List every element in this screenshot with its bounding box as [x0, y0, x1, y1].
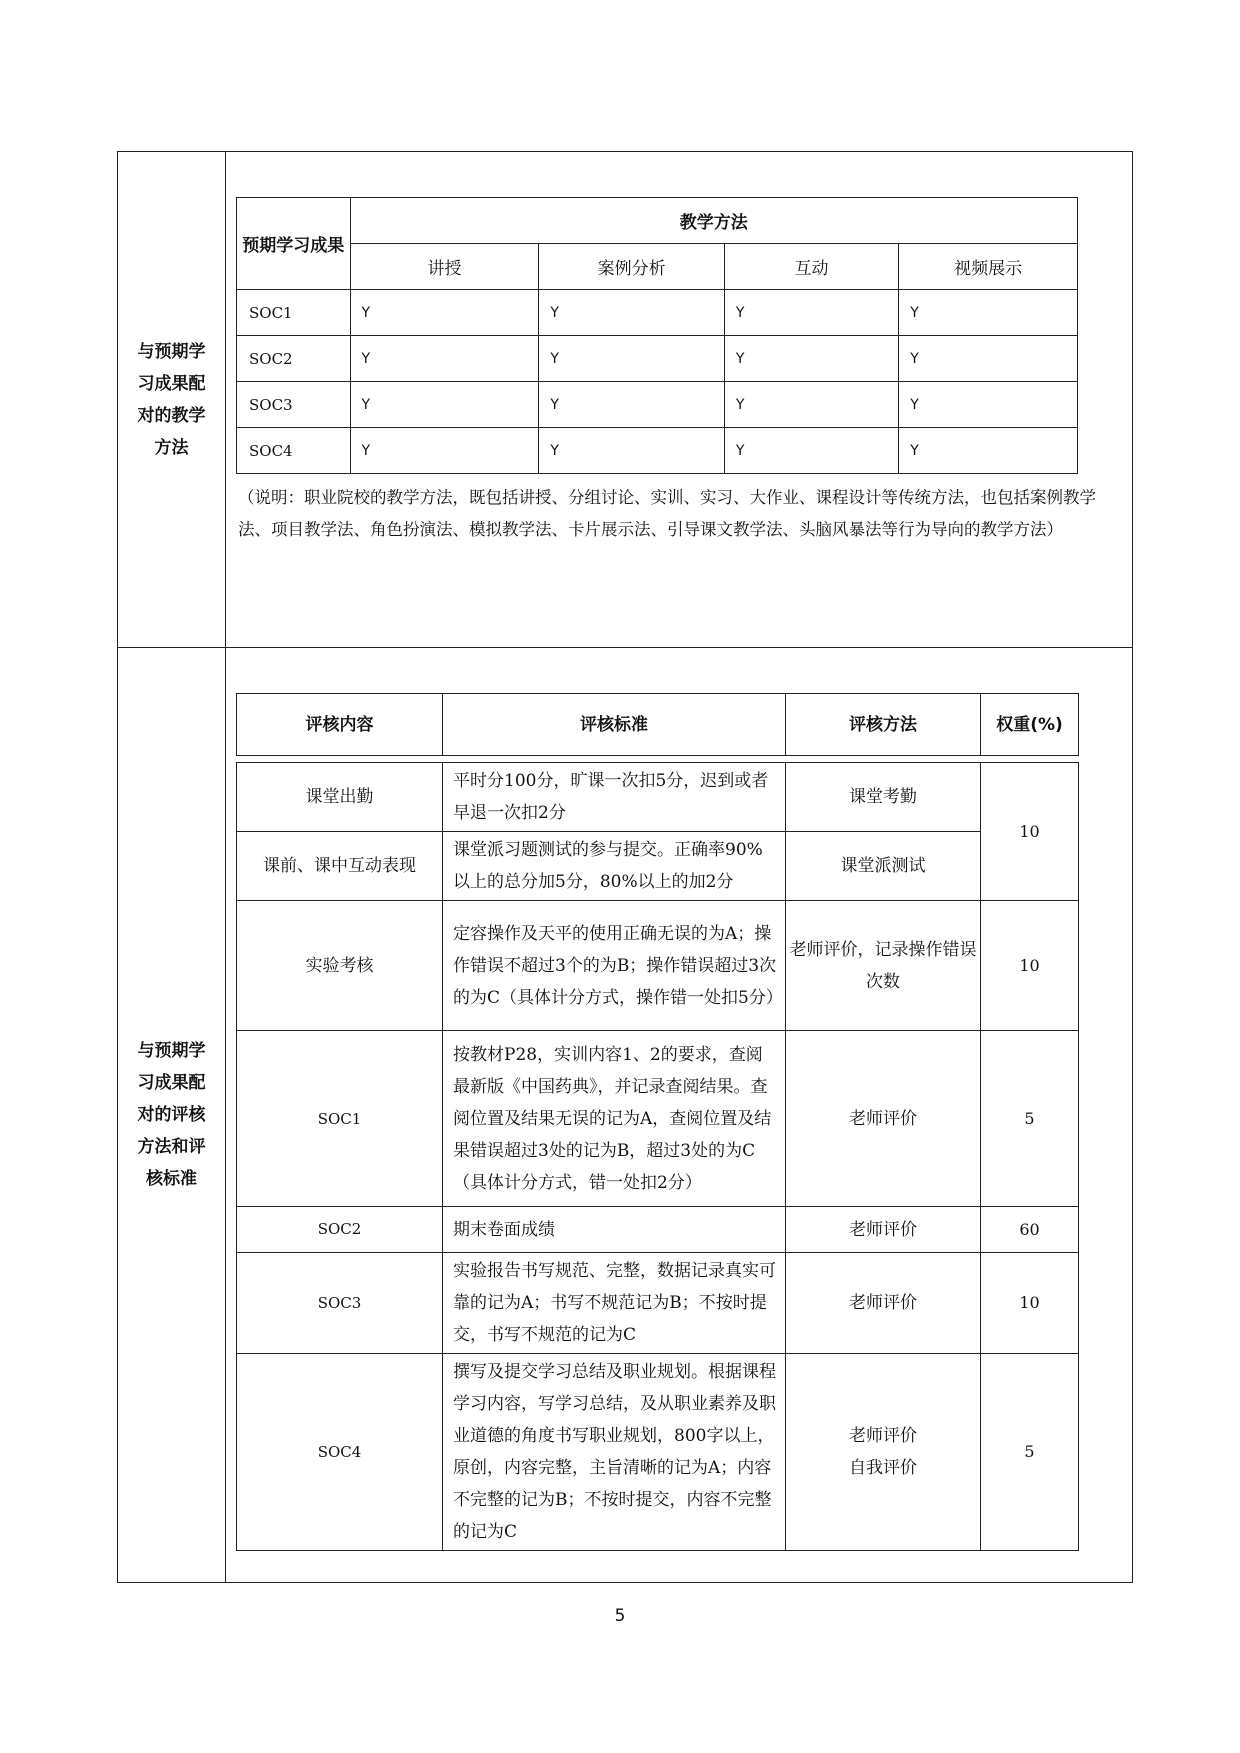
assessment-content-cell: SOC3: [237, 1253, 443, 1354]
outcome-label: SOC2: [237, 336, 351, 382]
course-form-table: [117, 151, 1133, 1583]
method-header: 互动: [724, 244, 898, 290]
outcome-label: SOC3: [237, 382, 351, 428]
assessment-method-cell: 老师评价: [786, 1031, 981, 1207]
method-mark: Y: [724, 290, 898, 336]
method-mark: Y: [539, 290, 725, 336]
assessment-method-cell: 老师评价: [786, 1207, 981, 1253]
assessment-criteria-cell: 撰写及提交学习总结及职业规划。根据课程学习内容，写学习总结，及从职业素养及职业道德的角度书写职业规划，800字以上，原创，内容完整，主旨清晰的记为A；内容不完整的记为B；不按时提交，内容不完整的记为C: [443, 1354, 786, 1551]
table-row: [237, 1253, 1079, 1354]
assessment-row: [118, 648, 1133, 1583]
method-mark: Y: [350, 428, 539, 474]
assessment-method-cell: [786, 1354, 981, 1551]
method-mark: Y: [539, 336, 725, 382]
column-header: 评核方法: [786, 694, 981, 756]
table-row: [237, 1207, 1079, 1253]
weight-cell: 10: [981, 763, 1079, 901]
assessment-content-cell: 课堂出勤: [237, 763, 443, 832]
section-label-cell: [118, 648, 226, 1583]
assessment-method-line: 老师评价: [849, 1426, 917, 1446]
method-header: 视频展示: [899, 244, 1078, 290]
method-mark: Y: [350, 290, 539, 336]
assessment-criteria-cell: 按教材P28，实训内容1、2的要求，查阅最新版《中国药典》，并记录查阅结果。查阅位置及结果无误的记为A，查阅位置及结果错误超过3处的记为B，超过3处的为C（具体计分方式，错一处扣2分）: [443, 1031, 786, 1207]
method-mark: Y: [899, 336, 1078, 382]
assessment-criteria-cell: 平时分100分，旷课一次扣5分，迟到或者早退一次扣2分: [443, 763, 786, 832]
method-mark: Y: [350, 336, 539, 382]
weight-cell: 5: [981, 1354, 1079, 1551]
assessment-content-cell: 课前、课中互动表现: [237, 832, 443, 901]
table-row: [237, 901, 1079, 1031]
assessment-table: [236, 693, 1079, 1551]
assessment-method-cell: 老师评价，记录操作错误次数: [786, 901, 981, 1031]
methods-header: 教学方法: [350, 198, 1077, 244]
method-mark: Y: [899, 290, 1078, 336]
table-row: [237, 336, 1078, 382]
assessment-content: [226, 648, 1133, 1583]
section-label: 与预期学习成果配对的评核方法和评核标准: [137, 1041, 206, 1189]
teaching-methods-content: [226, 152, 1133, 648]
table-row: [237, 382, 1078, 428]
weight-cell: 10: [981, 901, 1079, 1031]
assessment-content-cell: 实验考核: [237, 901, 443, 1031]
method-mark: Y: [899, 382, 1078, 428]
assessment-content-cell: SOC4: [237, 1354, 443, 1551]
assessment-method-cell: 课堂派测试: [786, 832, 981, 901]
assessment-method-cell: 课堂考勤: [786, 763, 981, 832]
assessment-method-line: 自我评价: [849, 1458, 917, 1478]
table-row: [237, 290, 1078, 336]
method-mark: Y: [539, 382, 725, 428]
assessment-content-cell: SOC1: [237, 1031, 443, 1207]
assessment-method-cell: 老师评价: [786, 1253, 981, 1354]
assessment-criteria-cell: 实验报告书写规范、完整，数据记录真实可靠的记为A；书写不规范记为B；不按时提交，书写不规范的记为C: [443, 1253, 786, 1354]
weight-cell: 10: [981, 1253, 1079, 1354]
method-mark: Y: [539, 428, 725, 474]
table-row: [237, 428, 1078, 474]
section-label-cell: [118, 152, 226, 648]
assessment-content-cell: SOC2: [237, 1207, 443, 1253]
assessment-criteria-cell: 期末卷面成绩: [443, 1207, 786, 1253]
method-mark: Y: [899, 428, 1078, 474]
weight-cell: 5: [981, 1031, 1079, 1207]
teaching-methods-row: [118, 152, 1133, 648]
table-row: [237, 763, 1079, 832]
method-header: 讲授: [350, 244, 539, 290]
weight-cell: 60: [981, 1207, 1079, 1253]
explanation-note: （说明：职业院校的教学方法，既包括讲授、分组讨论、实训、实习、大作业、课程设计等传统方法，也包括案例教学法、项目教学法、角色扮演法、模拟教学法、卡片展示法、引导课文教学法、头脑风暴法等行为导向的教学方法）: [238, 488, 1096, 539]
page-number: 5: [614, 1606, 626, 1626]
teaching-methods-table: [236, 197, 1078, 474]
table-row: [237, 1354, 1079, 1551]
method-header: 案例分析: [539, 244, 725, 290]
method-mark: Y: [724, 336, 898, 382]
table-row: [237, 1031, 1079, 1207]
method-mark: Y: [724, 382, 898, 428]
outcome-label: SOC4: [237, 428, 351, 474]
outcome-label: SOC1: [237, 290, 351, 336]
column-header: 评核标准: [443, 694, 786, 756]
assessment-criteria-cell: 定容操作及天平的使用正确无误的为A；操作错误不超过3个的为B；操作错误超过3次的为C（具体计分方式，操作错一处扣5分）: [443, 901, 786, 1031]
assessment-criteria-cell: 课堂派习题测试的参与提交。正确率90%以上的总分加5分，80%以上的加2分: [443, 832, 786, 901]
method-mark: Y: [724, 428, 898, 474]
method-mark: Y: [350, 382, 539, 428]
column-header: 权重(%): [981, 694, 1079, 756]
table-row: [237, 832, 1079, 901]
outcome-header: 预期学习成果: [237, 198, 351, 290]
column-header: 评核内容: [237, 694, 443, 756]
section-label: 与预期学习成果配对的教学方法: [137, 341, 206, 458]
